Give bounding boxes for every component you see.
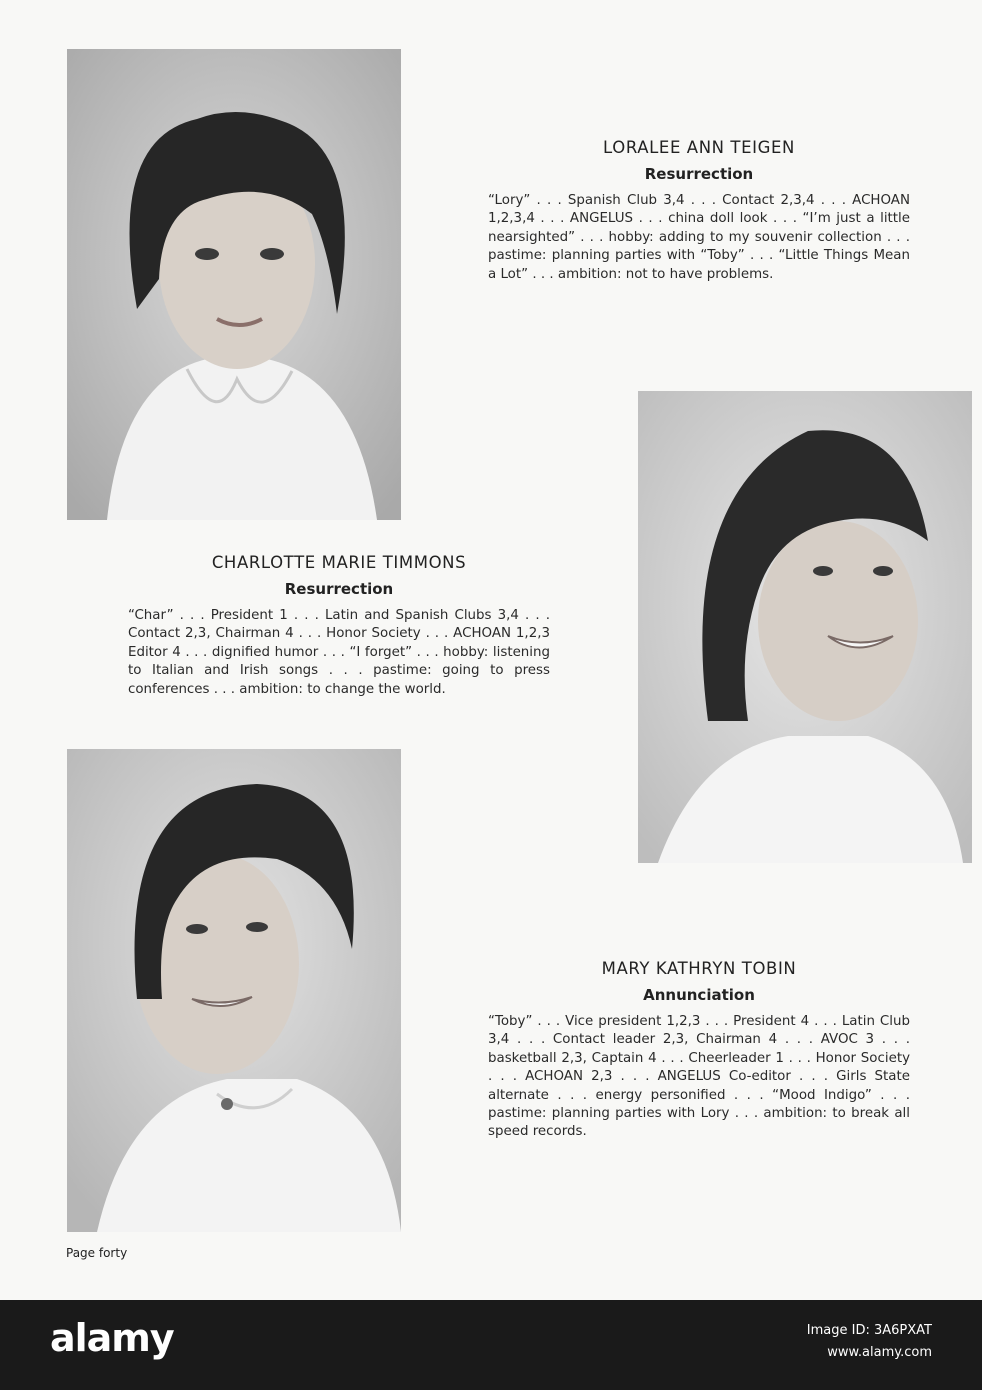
student-bio: “Char” . . . President 1 . . . Latin and Spanish Clubs 3,4 . . . Contact 2,3, Chairman 4 . . . Honor Society . . . ACHOAN 1,2,3 Editor 4 . . . dignified humor . . . “I forget” . . . hobby: listening to Italian and Irish songs . . . pastime: going to press conferences . . . ambition: to change the world. xyxy=(128,608,550,697)
student-parish: Annunciation xyxy=(643,986,755,1004)
page-number: Page forty xyxy=(66,1246,128,1260)
student-entry-timmons xyxy=(128,553,550,699)
watermark-site: www.alamy.com xyxy=(827,1345,932,1360)
watermark-image-id: Image ID: 3A6PXAT xyxy=(806,1323,932,1338)
student-bio: “Toby” . . . Vice president 1,2,3 . . . President 4 . . . Latin Club 3,4 . . . Contact leader 2,3, Chairman 4 . . . AVOC 3 . . . basketball 2,3, Captain 4 . . . Cheerleader 1 . . . Honor Society . . . ACHOAN 2,3 . . . ANGELUS Co-editor . . . Girls State alternate . . . energy personified . . . “Mood Indigo” . . . pastime: planning parties with Lory . . . ambition: to break all speed records. xyxy=(488,1014,910,1140)
student-entry-teigen xyxy=(488,138,910,284)
student-bio: “Lory” . . . Spanish Club 3,4 . . . Contact 2,3,4 . . . ACHOAN 1,2,3,4 . . . ANGELUS . . . china doll look . . . “I’m just a little nearsighted” . . . hobby: adding to my souvenir collection . . . pastime: planning parties with “Toby” . . . “Little Things Mean a Lot” . . . ambition: not to have problems. xyxy=(488,193,910,282)
student-entry-tobin xyxy=(488,959,910,1142)
portrait-photo-teigen xyxy=(67,49,401,520)
student-name: LORALEE ANN TEIGEN xyxy=(603,138,795,157)
student-name: CHARLOTTE MARIE TIMMONS xyxy=(211,553,467,572)
portrait-photo-tobin xyxy=(638,391,972,863)
student-parish: Resurrection xyxy=(284,580,394,598)
watermark-logo: alamy xyxy=(50,1316,174,1360)
student-parish: Resurrection xyxy=(644,165,754,183)
portrait-photo-timmons xyxy=(67,749,401,1232)
student-name: MARY KATHRYN TOBIN xyxy=(601,959,797,978)
